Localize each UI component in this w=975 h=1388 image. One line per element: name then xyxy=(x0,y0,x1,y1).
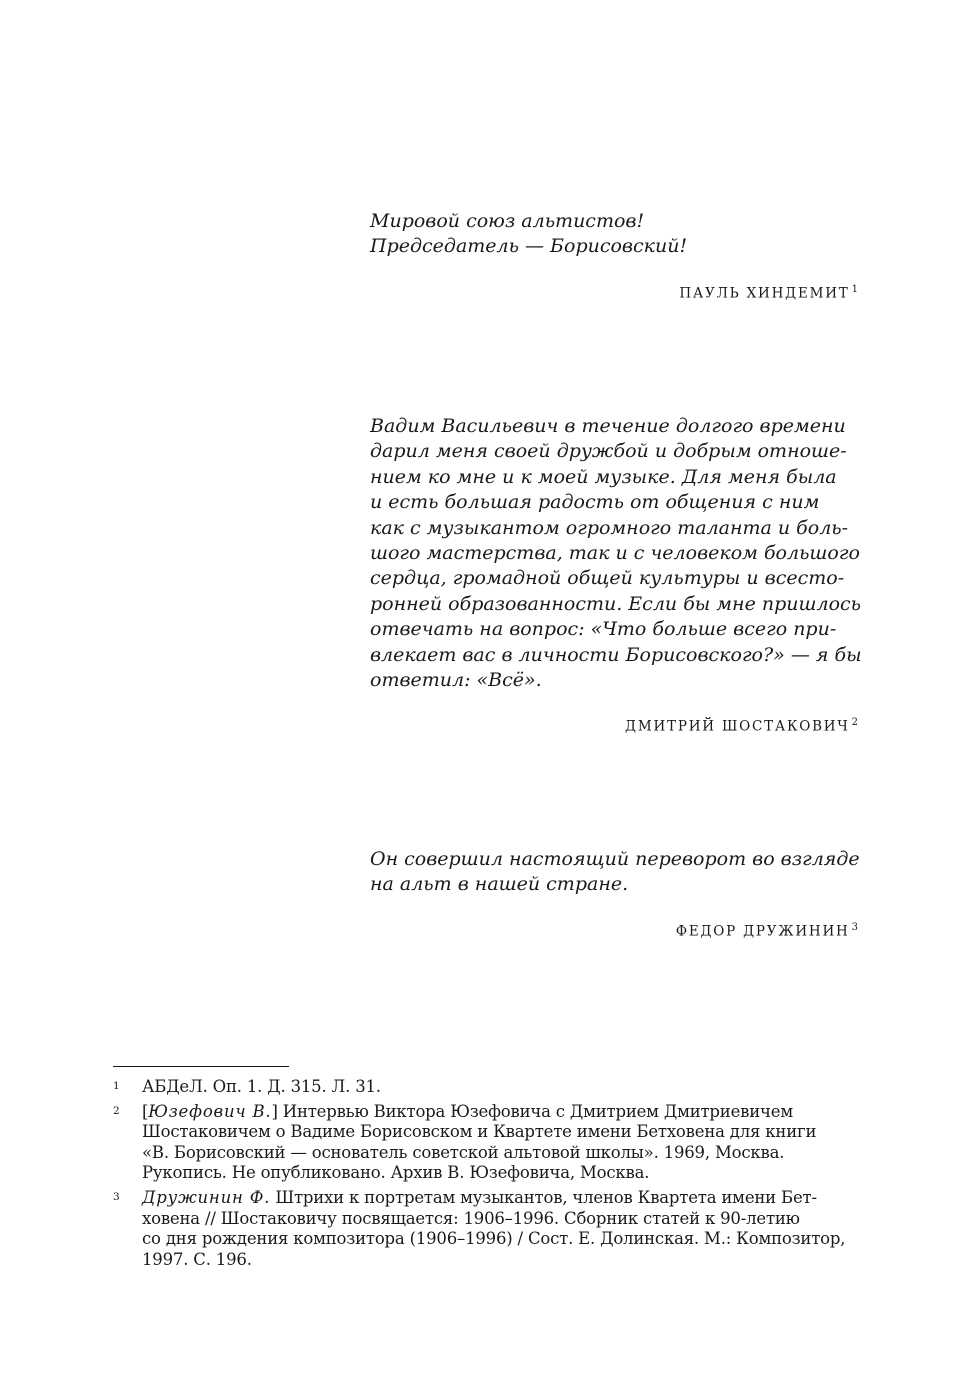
footnote-line: Рукопись. Не опубликовано. Архив В. Юзефовича, Москва. xyxy=(142,1163,650,1183)
quote-line: Вадим Васильевич в течение долгого времени xyxy=(370,415,846,437)
footnote-ref: 3 xyxy=(851,921,858,933)
footnote-separator xyxy=(113,1066,289,1067)
footnote-3 xyxy=(113,1188,858,1270)
quote-line: ронней образованности. Если бы мне пришлось xyxy=(370,592,862,615)
footnote-author: Юзефович В. xyxy=(148,1101,272,1121)
quote-line: Мировой союз альтистов! xyxy=(370,210,645,232)
epigraph-druzhinin xyxy=(370,847,858,939)
quote-line: нием ко мне и к моей музыке. Для меня была xyxy=(370,465,837,488)
footnote-1 xyxy=(113,1077,858,1098)
author-name: ФЕДОР ДРУЖИНИН xyxy=(675,923,850,940)
footnote-line: ховена // Шостаковичу посвящается: 1906–1996. Сборник статей к 90-летию xyxy=(142,1208,800,1228)
epigraph-author xyxy=(370,284,858,302)
footnote-number: 3 xyxy=(113,1190,120,1203)
footnote-number: 1 xyxy=(113,1080,120,1092)
footnote-ref: 2 xyxy=(851,717,858,729)
footnote-author: Дружинин Ф. xyxy=(142,1187,271,1207)
epigraph-quote xyxy=(370,209,858,260)
footnote-line: Шостаковичем о Вадиме Борисовском и Квартете имени Бетховена для книги xyxy=(142,1122,817,1142)
epigraph-quote xyxy=(370,414,862,693)
epigraph-hindemith xyxy=(370,209,858,301)
quote-line: дарил меня своей дружбой и добрым отноше- xyxy=(370,440,847,463)
quote-line: на альт в нашей стране. xyxy=(370,873,629,896)
footnote-line: со дня рождения композитора (1906–1996) / Сост. Е. Долинская. М.: Композитор, xyxy=(142,1229,846,1249)
quote-line: и есть большая радость от общения с ним xyxy=(370,491,820,514)
quote-line: шого мастерства, так и с человеком большого xyxy=(370,542,860,565)
footnote-2 xyxy=(113,1102,858,1184)
quote-line: Председатель — Борисовский! xyxy=(370,235,688,258)
footnote-bracket: [ xyxy=(142,1101,149,1121)
footnote-line: 1997. С. 196. xyxy=(142,1249,252,1269)
quote-line: Он совершил настоящий переворот во взгляде xyxy=(370,848,860,870)
epigraph-author xyxy=(370,922,858,940)
author-name: ПАУЛЬ ХИНДЕМИТ xyxy=(679,285,850,302)
epigraph-shostakovich xyxy=(370,414,862,735)
author-name: ДМИТРИЙ ШОСТАКОВИЧ xyxy=(625,718,850,735)
quote-line: как с музыкантом огромного таланта и боль- xyxy=(370,516,849,539)
quote-line: сердца, громадной общей культуры и всесто- xyxy=(370,567,845,590)
quote-line: отвечать на вопрос: «Что больше всего при- xyxy=(370,618,837,641)
footnote-text: Штрихи к портретам музыкантов, членов Квартета имени Бет- xyxy=(270,1187,817,1207)
epigraph-quote xyxy=(370,847,858,898)
footnote-number: 2 xyxy=(113,1104,120,1117)
epigraph-author xyxy=(370,717,858,735)
footnote-line: АБДеЛ. Оп. 1. Д. 315. Л. 31. xyxy=(142,1077,381,1096)
footnote-ref: 1 xyxy=(851,283,858,295)
footnote-line xyxy=(142,1188,858,1209)
quote-line: ответил: «Всё». xyxy=(370,669,542,692)
footnote-line: «В. Борисовский — основатель советской альтовой школы». 1969, Москва. xyxy=(142,1142,785,1162)
footnotes xyxy=(113,1077,858,1274)
footnote-line xyxy=(142,1102,858,1123)
quote-line: влекает вас в личности Борисовского?» — я бы xyxy=(370,643,862,666)
footnote-text: ] Интервью Виктора Юзефовича с Дмитрием Дмитриевичем xyxy=(271,1101,793,1121)
